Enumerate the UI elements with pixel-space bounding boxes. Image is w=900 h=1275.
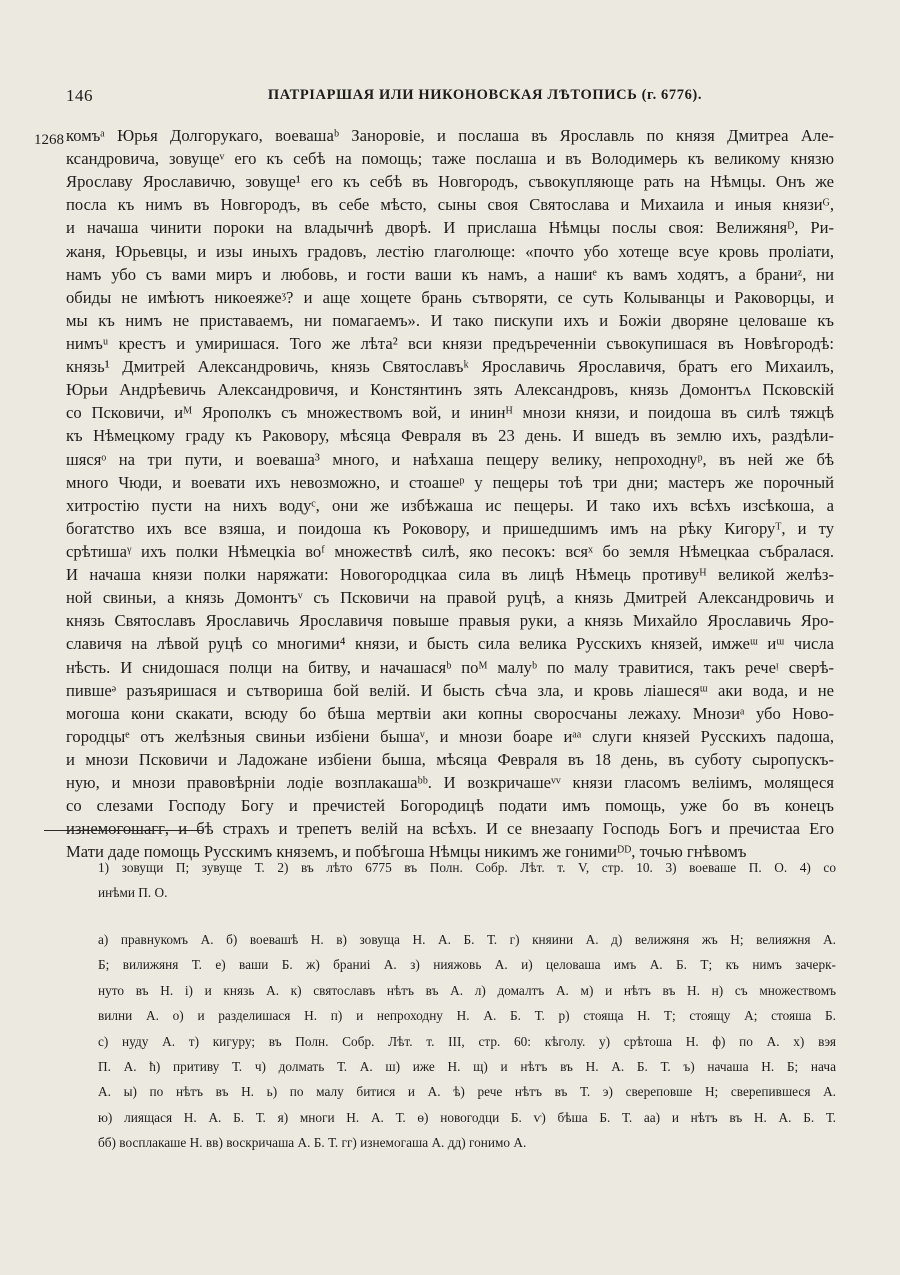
text-line: богатство ихъ все взяша, и поидоша къ Роковору, и пришедшимъ имъ на рѣку Кигоруᵀ, и ту: [66, 518, 834, 538]
footnote-line: А. ы) по нѣтъ въ Н. ь) по малу битися и А. ѣ) рече нѣтъ въ Т. э) свереповше Н; сверепившеся А.: [98, 1084, 836, 1100]
text-line: хитростію пусти на нихъ водуᶜ, они же избѣжаша ис пещеры. И тако ихъ всѣхъ изсѣкоша, а: [66, 495, 834, 515]
footnote-rule: [44, 830, 204, 831]
text-line: срѣтишаᵞ ихъ полки Нѣмецкіа воᶠ множествѣ силѣ, яко песокъ: всяˣ бо земля Нѣмецкаа събралася.: [66, 541, 834, 561]
text-line: изнемогошаᴦᴦ, и бѣ страхъ и трепетъ велій на всѣхъ. И се внезаапу Господь Богъ и пречистаа Его: [66, 819, 834, 839]
lettered-footnotes: [98, 927, 836, 1156]
running-head: ПАТРІАРШАЯ ИЛИ НИКОНОВСКАЯ ЛѢТОПИСЬ (г. 6776).: [267, 87, 703, 103]
text-line: и мнози Псковичи и Ладожане избіени быша, мѣсяца Февраля въ 18 день, въ суботу сыропускъ-: [66, 749, 834, 769]
text-line: И начаша князи полки наряжати: Новогородцкаа сила въ лицѣ Нѣмець противуᴴ великой желѣз-: [66, 565, 834, 585]
footnote-line: а) правнукомъ А. б) воевашѣ Н. в) зовуща Н. А. Б. Т. г) княини А. д) велижяня жъ Н; велияжня А.: [98, 932, 836, 947]
footnote-line: инѣми П. О.: [98, 885, 168, 900]
footnote-line: вилни А. о) и разделишася Н. п) и непроходну Н. А. Б. Т. р) стояща Н. Т; стоящу А; стояша Б.: [98, 1008, 836, 1024]
numeric-footnotes: [98, 855, 836, 905]
text-line: Ярославу Ярославичю, зовуще¹ его къ себѣ въ Новгородъ, съвокупляюще рать на Нѣмцы. Онъ же: [66, 172, 834, 192]
footnote-line: бб) восплакаше Н. вв) воскричаша А. Б. Т. гг) изнемогаша А. дд) гонимо А.: [98, 1135, 527, 1151]
page-header: [66, 86, 834, 110]
text-line: со Псковичи, иᴹ Ярополкъ съ множествомъ вой, и ининᴴ мнози князи, и поидоша въ силѣ тяжцѣ: [66, 403, 834, 423]
text-line: ксандровича, зовущеᵛ его къ себѣ на помощь; таже послаша и въ Володимерь къ великому князю: [66, 149, 834, 169]
text-line: обиды не имѣютъ никоеяжеᶾ? и аще хощете брань сътворяти, се суть Колыванцы и Раковорцы, и: [66, 287, 834, 307]
text-line: Юрьи Андрѣевичь Александровичя, и Констянтинъ зять Александровъ, князь Домонтъᴧ Псковскій: [66, 380, 834, 400]
chronicle-text: [66, 124, 834, 864]
footnote-line: 1) зовущи П; зувуще Т. 2) въ лѣто 6775 въ Полн. Собр. Лѣт. т. V, стр. 10. 3) воеваше П. О. 4) со: [98, 860, 836, 875]
year-marker: 1268: [34, 132, 64, 148]
text-line: князь Святославъ Ярославичь Ярославичя повыше правыя руки, а князь Михайло Ярославичь Яро-: [66, 611, 834, 631]
page-number: 146: [66, 86, 93, 105]
text-line: комъᵃ Юрья Долгорукаго, воевашаᵇ Заноровіе, и послаша въ Ярославль по князя Дмитреа Але-: [66, 126, 834, 145]
text-line: со слезами Господу Богу и пречистей Богородицѣ подати имъ помощь, уже бо въ конецъ: [66, 796, 834, 816]
footnote-line: с) нуду А. т) кигуру; въ Полн. Собр. Лѣт. т. III, стр. 60: кѣголу. у) срѣтоша Н. ф) по А. х) вэя: [98, 1033, 836, 1049]
text-line: Мати даде помощь Русскимъ княземъ, и побѣгоша Нѣмцы никимъ же гонимиᴰᴰ, точью гнѣвомъ: [66, 842, 747, 862]
text-line: посла къ нимъ въ Новгородъ, въ себе мѣсто, сыны своя Святослава и Михаила и иныя князиᴳ,: [66, 195, 834, 215]
text-line: шясяᵒ на три пути, и воеваша³ много, и наѣхаша пещеру велику, непроходнуᵖ, въ ней же бѣ: [66, 449, 834, 469]
footnote-line: ю) лиящася Н. А. Б. Т. я) многи Н. А. Т. ѳ) новогодци Б. ѵ) бѣша Б. Т. аа) и нѣтъ въ Н. А. Б. Т.: [98, 1109, 836, 1125]
text-line: къ Нѣмецкому граду къ Раковору, мѣсяца Февраля въ 23 день. И вшедъ въ землю ихъ, раздѣли-: [66, 426, 834, 446]
text-line: могоша кони скакати, всюду бо бѣша мертвіи аки копны своросчаны лежаху. Мнозиᵃ убо Ново-: [66, 703, 834, 723]
text-line: нимъᵘ крестъ и умиришася. Того же лѣта² вси князи предъреченніи съвокупишася въ Новѣгородѣ:: [66, 333, 834, 353]
text-line: князь¹ Дмитрей Александровичь, князь Святославъᵏ Ярославичь Ярославичя, братъ его Михаилъ,: [66, 357, 834, 377]
text-line: и начаша чинити пороки на владычнѣ дворѣ. И прислаша Нѣмцы послы своя: Велижяняᴰ, Ри-: [66, 218, 834, 238]
text-line: жаня, Юрьевцы, и изы иныхъ градовъ, лестію глаголюще: «почто убо хотеще всуе кровь проліати,: [66, 241, 834, 261]
text-line: мы къ нимъ не приставаемъ, ни помагаемъ». И тако пискупи ихъ и Божіи дворяне целоваше къ: [66, 310, 834, 330]
text-line: ную, и мнози правовѣрніи лодіе возплакашаᵇᵇ. И возкричашеᵛᵛ князи гласомъ веліимъ, молящеся: [66, 773, 834, 793]
footnote-line: П. А. ћ) притиву Т. ч) долмать Т. А. ш) иже Н. щ) и нѣтъ въ Н. А. Б. Т. ъ) начаша Н. Б; нача: [98, 1058, 836, 1074]
text-line: славичя на лѣвой руцѣ со многими⁴ князи, и бысть сила велика Русскихъ князей, имжеᵚ иᵚ числа: [66, 634, 834, 654]
text-line: намъ убо съ вами миръ и любовь, и гости ваши къ намъ, а нашиᵉ къ вамъ ходятъ, а браниᶻ, ни: [66, 264, 834, 284]
footnote-line: нуто въ Н. i) и князь А. к) святославъ нѣтъ въ А. л) домалтъ А. м) и нѣтъ въ Н. н) съ множествомъ: [98, 982, 836, 998]
text-line: пившеᵊ разъяришася и сътвориша бой велій. И бысть сѣча зла, и кровь ліашесяᵚ аки вода, и не: [66, 680, 834, 700]
text-line: много Чюди, и воевати ихъ невозможно, и стоашеᵖ у пещеры тоѣ три дни; мастеръ же порочный: [66, 472, 834, 492]
text-line: ной свиньи, а князь Домонтъᵛ съ Псковичи на правой руцѣ, а князь Дмитрей Александровичь и: [66, 588, 834, 608]
text-line: городцыᵉ отъ желѣзныя свиньи избіени бышаᵛ, и мнози боаре иᵃᵃ слуги князей Русскихъ падоша,: [66, 726, 834, 746]
text-line: нѣсть. И снидошася полци на битву, и начашасяᵇ поᴹ малуᵇ по малу травитися, такъ речеᵎ сверѣ-: [66, 657, 834, 677]
footnote-line: Б; вилижяня Т. е) ваши Б. ж) браниi А. з) нияжовь А. и) целоваша имъ А. Б. Т; къ нимъ зачерк-: [98, 957, 836, 973]
